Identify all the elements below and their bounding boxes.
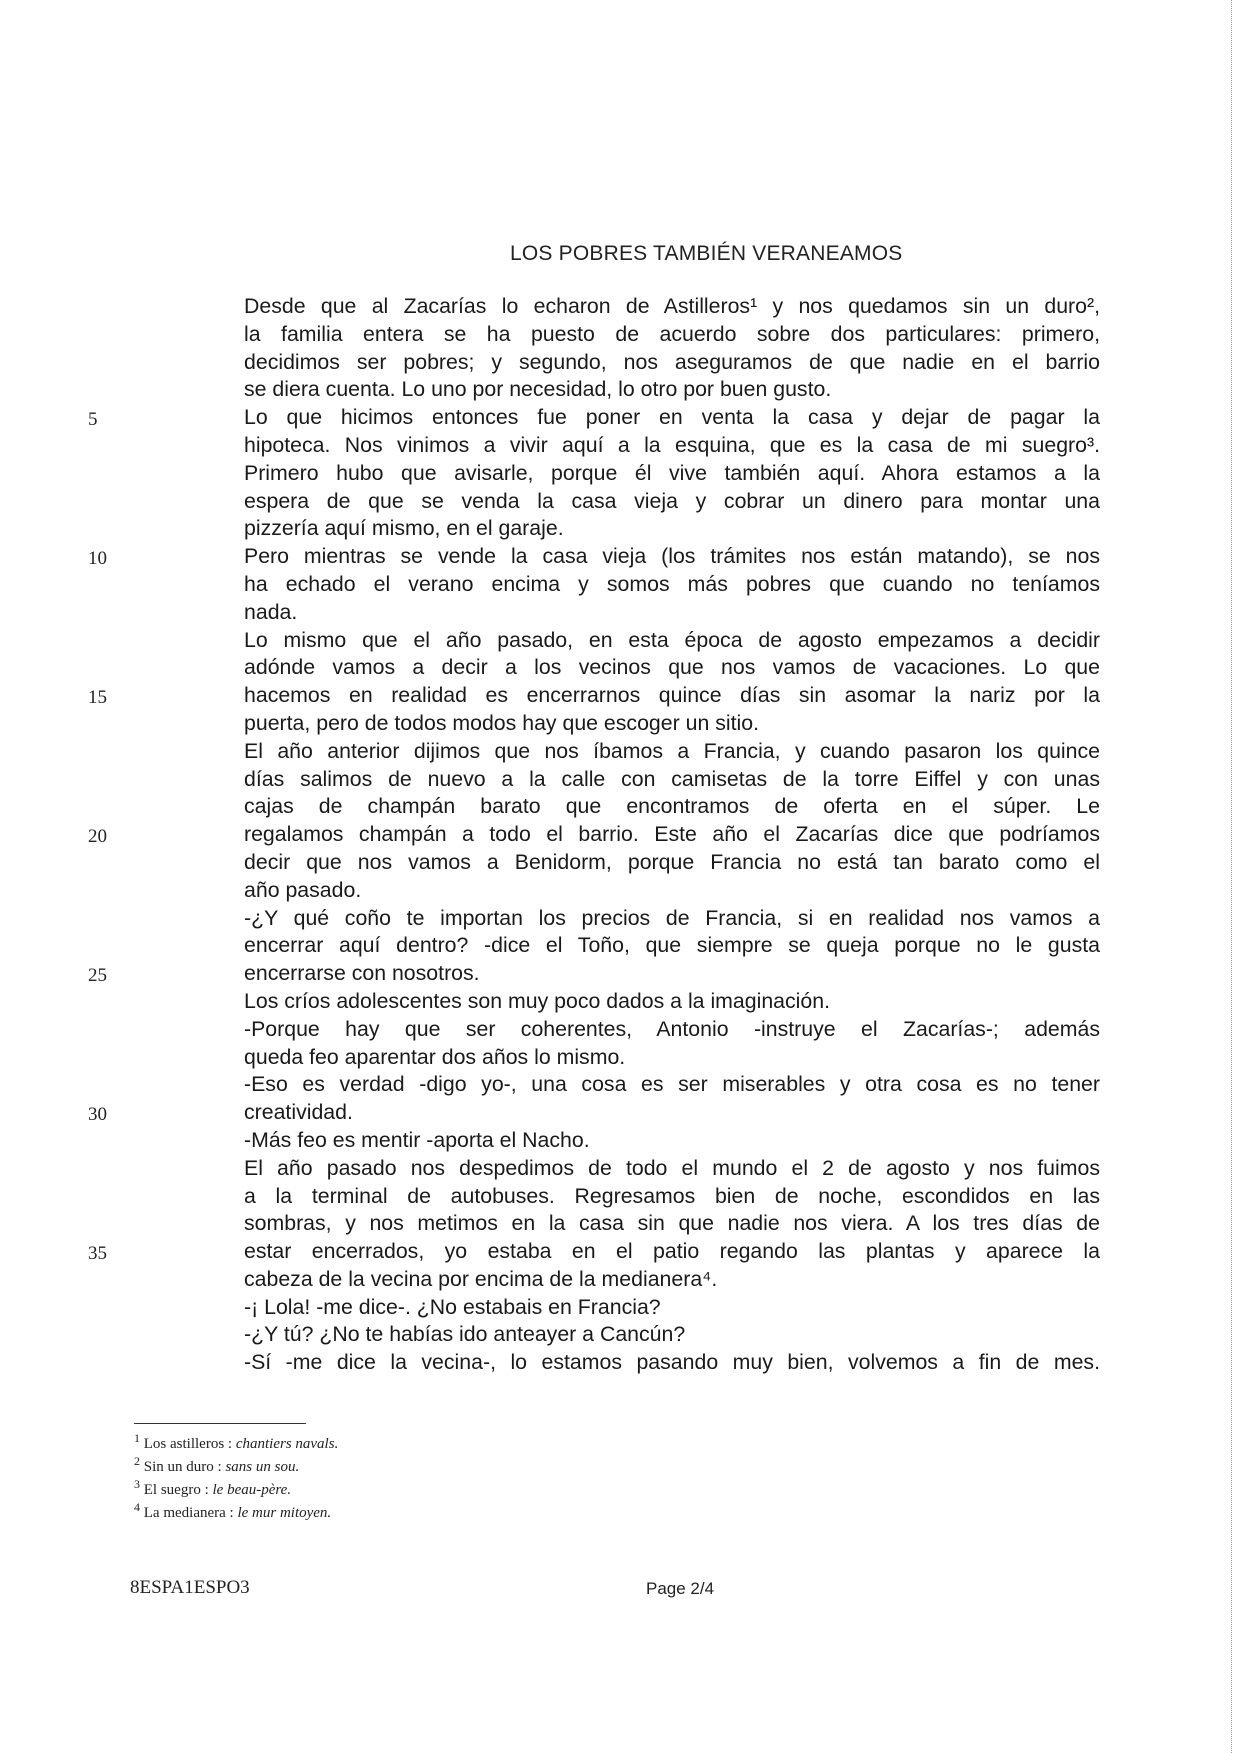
text-line: regalamos champán a todo el barrio. Este año el Zacarías dice que podríamos xyxy=(244,822,1100,847)
footnote-translation: le mur mitoyen. xyxy=(237,1505,332,1521)
footnote-term: Los astilleros : xyxy=(143,1436,236,1452)
text-line: Pero mientras se vende la casa vieja (los trámites nos están matando), se nos xyxy=(244,544,1100,569)
document-code: 8ESPA1ESPO3 xyxy=(130,1577,250,1598)
text-line: espera de que se venda la casa vieja y cobrar un dinero para montar una xyxy=(244,488,1100,513)
text-line: nada. xyxy=(244,599,298,624)
page-edge-divider xyxy=(1231,0,1233,1753)
text-line: creatividad. xyxy=(244,1100,353,1125)
text-line: -¡ Lola! -me dice-. ¿No estabais en Francia? xyxy=(244,1294,661,1319)
text-line: año pasado. xyxy=(244,877,362,902)
text-line: estar encerrados, yo estaba en el patio regando las plantas y aparece la xyxy=(244,1239,1100,1264)
footnote-translation: le beau-père. xyxy=(212,1482,292,1498)
footnote xyxy=(134,1500,332,1522)
text-line: Primero hubo que avisarle, porque él vive también aquí. Ahora estamos a la xyxy=(244,460,1100,485)
text-line: Lo mismo que el año pasado, en esta época de agosto empezamos a decidir xyxy=(244,627,1100,652)
text-line: días salimos de nuevo a la calle con camisetas de la torre Eiffel y con unas xyxy=(244,766,1100,791)
text-line: decidimos ser pobres; y segundo, nos aseguramos de que nadie en el barrio xyxy=(244,349,1100,374)
footnote-number: 4 xyxy=(134,1500,140,1514)
line-number: 20 xyxy=(88,826,107,847)
line-number: 5 xyxy=(88,409,98,430)
text-line: El año pasado nos despedimos de todo el mundo el 2 de agosto y nos fuimos xyxy=(244,1155,1100,1180)
footnote-term: El suegro : xyxy=(143,1482,213,1498)
line-number: 10 xyxy=(88,548,107,569)
text-line: -Eso es verdad -digo yo-, una cosa es ser miserables y otra cosa es no tener xyxy=(244,1072,1100,1097)
footnote-term: Sin un duro : xyxy=(143,1459,226,1475)
text-line: -¿Y qué coño te importan los precios de Francia, si en realidad nos vamos a xyxy=(244,905,1100,930)
text-line: se diera cuenta. Lo uno por necesidad, lo otro por buen gusto. xyxy=(244,377,832,402)
text-line: -Porque hay que ser coherentes, Antonio -instruye el Zacarías-; además xyxy=(244,1016,1100,1041)
text-line: Lo que hicimos entonces fue poner en venta la casa y dejar de pagar la xyxy=(244,405,1100,430)
footnote-number: 1 xyxy=(134,1431,140,1445)
text-line: queda feo aparentar dos años lo mismo. xyxy=(244,1044,626,1069)
text-line: hacemos en realidad es encerrarnos quince días sin asomar la nariz por la xyxy=(244,683,1100,708)
text-line: cabeza de la vecina por encima de la medianera⁴. xyxy=(244,1266,718,1291)
text-line: decir que nos vamos a Benidorm, porque Francia no está tan barato como el xyxy=(244,849,1100,874)
text-line: la familia entera se ha puesto de acuerdo sobre dos particulares: primero, xyxy=(244,321,1100,346)
text-line: Los críos adolescentes son muy poco dados a la imaginación. xyxy=(244,988,831,1013)
text-line xyxy=(244,293,1100,321)
line-number: 30 xyxy=(88,1104,107,1125)
text-line: cajas de champán barato que encontramos de oferta en el súper. Le xyxy=(244,794,1100,819)
text-line: adónde vamos a decir a los vecinos que nos vamos de vacaciones. Lo que xyxy=(244,655,1100,680)
document-title: LOS POBRES TAMBIÉN VERANEAMOS xyxy=(510,242,903,265)
footnote xyxy=(134,1477,292,1499)
footnote-translation: sans un sou. xyxy=(225,1459,300,1475)
text-line: -Más feo es mentir -aporta el Nacho. xyxy=(244,1127,590,1152)
text-body xyxy=(244,293,1100,1377)
text-line: El año anterior dijimos que nos íbamos a Francia, y cuando pasaron los quince xyxy=(244,738,1100,763)
line-number: 35 xyxy=(88,1243,107,1264)
text-line: sombras, y nos metimos en la casa sin que nadie nos viera. A los tres días de xyxy=(244,1211,1100,1236)
text-line: puerta, pero de todos modos hay que escoger un sitio. xyxy=(244,710,760,735)
footnote-term: La medianera : xyxy=(143,1505,238,1521)
line-number: 25 xyxy=(88,965,107,986)
footnote-number: 2 xyxy=(134,1454,140,1468)
text-line: encerrarse con nosotros. xyxy=(244,961,480,986)
text-line: ha echado el verano encima y somos más pobres que cuando no teníamos xyxy=(244,571,1100,596)
text-line: -Sí -me dice la vecina-, lo estamos pasando muy bien, volvemos a fin de mes. xyxy=(244,1350,1100,1375)
footnote-separator xyxy=(134,1423,306,1424)
footnote-number: 3 xyxy=(134,1477,140,1491)
page-number: Page 2/4 xyxy=(646,1579,715,1598)
footnote xyxy=(134,1454,300,1476)
text-line: encerrar aquí dentro? -dice el Toño, que siempre se queja porque no le gusta xyxy=(244,933,1100,958)
line-number: 15 xyxy=(88,687,107,708)
footnote xyxy=(134,1431,339,1453)
text-line: hipoteca. Nos vinimos a vivir aquí a la esquina, que es la casa de mi suegro³. xyxy=(244,432,1100,457)
text-line-part: Desde que al Zacarías lo echaron de Astilleros xyxy=(244,294,751,318)
footnote-translation: chantiers navals. xyxy=(235,1436,339,1452)
text-line-part: ¹ y nos quedamos sin un duro², xyxy=(750,294,1100,318)
text-line: pizzería aquí mismo, en el garaje. xyxy=(244,516,564,541)
text-line: -¿Y tú? ¿No te habías ido anteayer a Cancún? xyxy=(244,1322,686,1347)
text-line: a la terminal de autobuses. Regresamos bien de noche, escondidos en las xyxy=(244,1183,1100,1208)
